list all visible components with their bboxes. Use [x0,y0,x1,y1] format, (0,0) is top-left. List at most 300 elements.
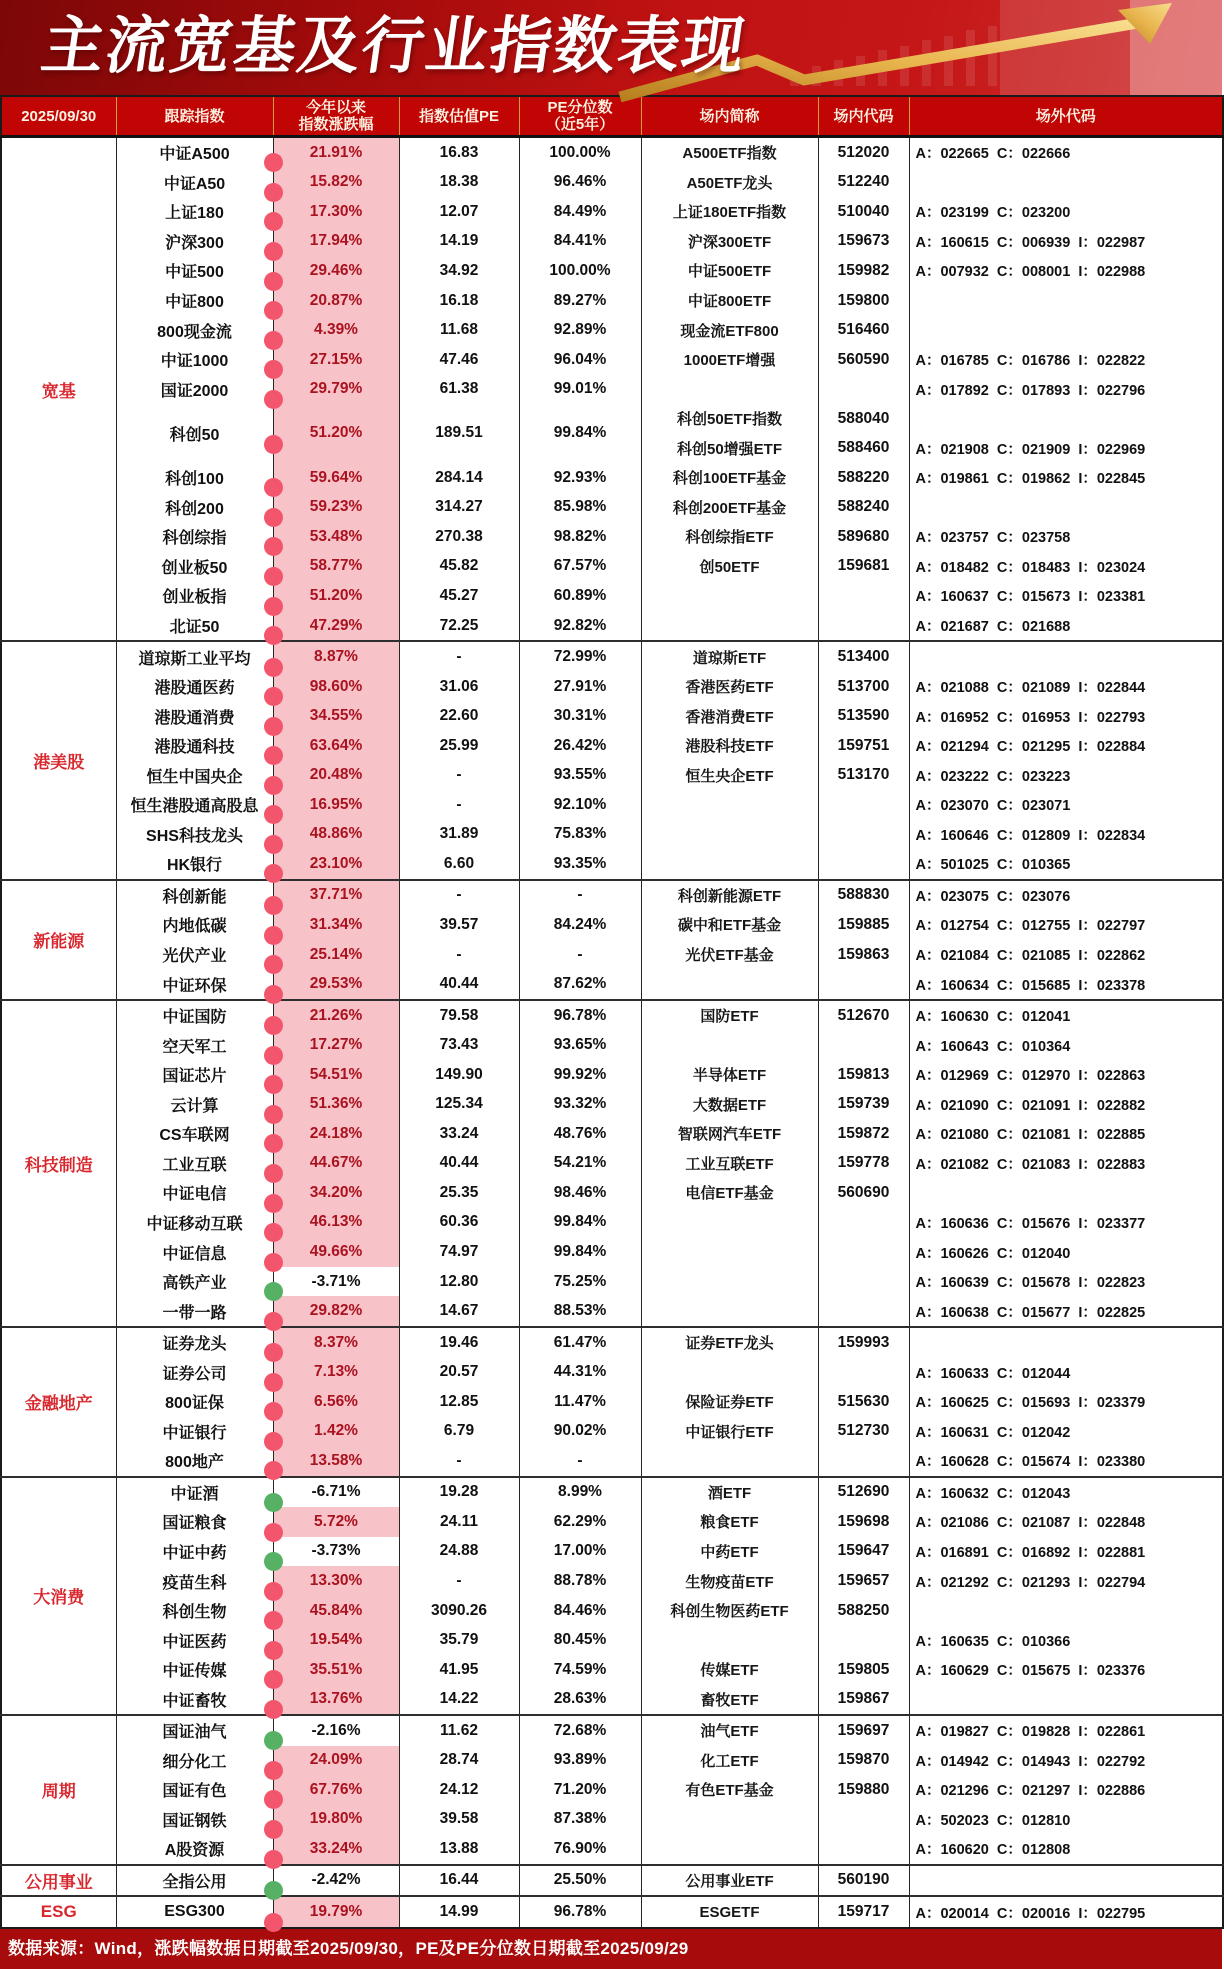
index-name-cell: 空天军工 [116,1030,273,1060]
header-row [1,96,1223,137]
otc-codes-cell: A：021080 C：021081 I：022885 [909,1119,1223,1149]
percentile-cell: 99.84% [519,404,641,463]
red-dot-icon [264,1432,283,1451]
etf-name-cell [641,1296,818,1327]
change-cell: 19.54% [273,1625,399,1655]
etf-name-cell: 大数据ETF [641,1090,818,1120]
otc-codes-cell: A：160637 C：015673 I：023381 [909,581,1223,611]
etf-code-cell: 510040 [818,197,909,227]
red-dot-icon [264,926,283,945]
change-cell: 8.87% [273,641,399,672]
red-dot-icon [264,272,283,291]
etf-name-cell: 科创50增强ETF [641,433,818,463]
percentile-cell: 72.99% [519,641,641,672]
percentile-cell: 93.89% [519,1746,641,1776]
red-dot-icon [264,985,283,1004]
table-row [1,1896,1223,1928]
otc-codes-cell: A：020014 C：020016 I：022795 [909,1896,1223,1928]
index-name-cell: 国证2000 [116,374,273,404]
pe-cell: - [399,641,519,672]
red-dot-icon [264,1913,283,1932]
pe-cell: 270.38 [399,522,519,552]
table-row [1,345,1223,375]
etf-code-cell: 159751 [818,731,909,761]
table-row [1,1060,1223,1090]
index-name-cell: 港股通医药 [116,672,273,702]
index-name-cell: 沪深300 [116,227,273,257]
change-cell: 16.95% [273,790,399,820]
otc-codes-cell [909,1178,1223,1208]
data-source-footer: 数据来源：Wind，涨跌幅数据日期截至2025/09/30，PE及PE分位数日期截至2025/09/29 [0,1929,1222,1969]
otc-codes-cell [909,404,1223,434]
pe-cell: 189.51 [399,404,519,463]
table-row [1,522,1223,552]
pe-cell: 12.85 [399,1387,519,1417]
index-name-cell: A股资源 [116,1834,273,1865]
etf-name-cell [641,1237,818,1267]
percentile-cell: - [519,940,641,970]
index-name-cell: 800地产 [116,1446,273,1477]
etf-name-cell: 工业互联ETF [641,1149,818,1179]
table-row [1,1119,1223,1149]
percentile-cell: 93.35% [519,849,641,880]
group-label: 公用事业 [1,1865,116,1897]
percentile-cell: 48.76% [519,1119,641,1149]
percentile-cell: 8.99% [519,1477,641,1508]
etf-code-cell: 159867 [818,1684,909,1715]
etf-name-cell [641,790,818,820]
otc-codes-cell [909,1684,1223,1715]
title-banner [0,0,1222,95]
pe-cell: 60.36 [399,1208,519,1238]
percentile-cell: 92.10% [519,790,641,820]
etf-name-cell: 现金流ETF800 [641,315,818,345]
red-dot-icon [264,153,283,172]
otc-codes-cell: A：016952 C：016953 I：022793 [909,701,1223,731]
etf-code-cell: 588250 [818,1596,909,1626]
table-header [1,96,1223,137]
percentile-cell: 99.92% [519,1060,641,1090]
change-cell: 53.48% [273,522,399,552]
percentile-cell: 99.01% [519,374,641,404]
etf-name-cell: 智联网汽车ETF [641,1119,818,1149]
red-dot-icon [264,1164,283,1183]
change-cell: -2.42% [273,1865,399,1897]
etf-name-cell: 1000ETF增强 [641,345,818,375]
etf-code-cell: 159872 [818,1119,909,1149]
change-cell: 34.20% [273,1178,399,1208]
change-cell: 6.56% [273,1387,399,1417]
otc-codes-cell: A：160635 C：010366 [909,1625,1223,1655]
index-name-cell: 中证500 [116,256,273,286]
pe-cell: 16.18 [399,286,519,316]
etf-code-cell: 588220 [818,463,909,493]
otc-codes-cell: A：160639 C：015678 I：022823 [909,1267,1223,1297]
otc-codes-cell [909,1865,1223,1897]
table-row [1,1625,1223,1655]
index-name-cell: 中证环保 [116,969,273,1000]
change-cell: 59.64% [273,463,399,493]
change-cell: 17.30% [273,197,399,227]
change-cell: 98.60% [273,672,399,702]
otc-codes-cell: A：012969 C：012970 I：022863 [909,1060,1223,1090]
red-dot-icon [264,717,283,736]
percentile-cell: 93.65% [519,1030,641,1060]
otc-codes-cell: A：021292 C：021293 I：022794 [909,1566,1223,1596]
index-name-cell: 中证酒 [116,1477,273,1508]
etf-code-cell: 159739 [818,1090,909,1120]
red-dot-icon [264,1223,283,1242]
etf-name-cell: 创50ETF [641,552,818,582]
index-table [0,95,1224,1929]
group-label: 港美股 [1,641,116,879]
red-dot-icon [264,1461,283,1480]
pe-cell: 24.12 [399,1775,519,1805]
percentile-cell: 74.59% [519,1655,641,1685]
table-row [1,1178,1223,1208]
percentile-cell: 67.57% [519,552,641,582]
red-dot-icon [264,1582,283,1601]
red-dot-icon [264,805,283,824]
table-row [1,168,1223,198]
col-header-change-line1: 今年以来 [305,99,366,116]
change-cell: 23.10% [273,849,399,880]
etf-code-cell: 588830 [818,880,909,911]
etf-name-cell: 光伏ETF基金 [641,940,818,970]
etf-name-cell: 沪深300ETF [641,227,818,257]
etf-name-cell: 生物疫苗ETF [641,1566,818,1596]
red-dot-icon [264,1402,283,1421]
etf-code-cell: 515630 [818,1387,909,1417]
table-row [1,1327,1223,1358]
pe-cell: 45.82 [399,552,519,582]
otc-codes-cell: A：014942 C：014943 I：022792 [909,1746,1223,1776]
percentile-cell: 92.82% [519,611,641,642]
pe-cell: 79.58 [399,1000,519,1031]
etf-name-cell [641,1446,818,1477]
etf-name-cell: A50ETF龙头 [641,168,818,198]
otc-codes-cell: A：160620 C：012808 [909,1834,1223,1865]
etf-code-cell: 588460 [818,433,909,463]
change-cell: 17.94% [273,227,399,257]
pe-cell: 14.19 [399,227,519,257]
pe-cell: 40.44 [399,1149,519,1179]
etf-code-cell [818,1834,909,1865]
pe-cell: - [399,1446,519,1477]
change-cell: 19.79% [273,1896,399,1928]
etf-code-cell: 560690 [818,1178,909,1208]
etf-code-cell: 159993 [818,1327,909,1358]
col-header-index: 跟踪指数 [116,96,273,137]
etf-code-cell: 159885 [818,910,909,940]
index-name-cell: 光伏产业 [116,940,273,970]
group-label: 大消费 [1,1477,116,1715]
red-dot-icon [264,183,283,202]
otc-codes-cell: A：160638 C：015677 I：022825 [909,1296,1223,1327]
otc-codes-cell: A：021687 C：021688 [909,611,1223,642]
red-dot-icon [264,1343,283,1362]
etf-code-cell: 159982 [818,256,909,286]
red-dot-icon [264,1194,283,1213]
red-dot-icon [264,1611,283,1630]
index-name-cell: 国证有色 [116,1775,273,1805]
change-cell: 7.13% [273,1357,399,1387]
change-cell: 20.87% [273,286,399,316]
etf-code-cell: 588040 [818,404,909,434]
etf-code-cell [818,790,909,820]
change-cell: 29.82% [273,1296,399,1327]
red-dot-icon [264,1016,283,1035]
etf-code-cell: 159778 [818,1149,909,1179]
percentile-cell: 54.21% [519,1149,641,1179]
col-header-percentile-line2: （近5年） [545,116,615,133]
table-row [1,1715,1223,1746]
otc-codes-cell: A：501025 C：010365 [909,849,1223,880]
pe-cell: 39.57 [399,910,519,940]
red-dot-icon [264,360,283,379]
etf-code-cell [818,820,909,850]
pe-cell: 25.35 [399,1178,519,1208]
pe-cell: 11.68 [399,315,519,345]
percentile-cell: 89.27% [519,286,641,316]
change-cell: 24.18% [273,1119,399,1149]
pe-cell: 6.60 [399,849,519,880]
percentile-cell: 92.89% [519,315,641,345]
otc-codes-cell: A：019861 C：019862 I：022845 [909,463,1223,493]
table-row [1,1537,1223,1567]
change-cell: 29.53% [273,969,399,1000]
index-name-cell: 港股通消费 [116,701,273,731]
table-row [1,256,1223,286]
red-dot-icon [264,955,283,974]
otc-codes-cell: A：018482 C：018483 I：023024 [909,552,1223,582]
red-dot-icon [264,478,283,497]
red-dot-icon [264,508,283,527]
percentile-cell: 100.00% [519,137,641,168]
otc-codes-cell: A：021086 C：021087 I：022848 [909,1507,1223,1537]
etf-name-cell [641,1208,818,1238]
etf-name-cell [641,1357,818,1387]
otc-codes-cell [909,641,1223,672]
table-row [1,1596,1223,1626]
table-row [1,404,1223,434]
red-dot-icon [264,835,283,854]
table-row [1,137,1223,168]
pe-cell: 39.58 [399,1805,519,1835]
percentile-cell: 80.45% [519,1625,641,1655]
percentile-cell: 99.84% [519,1208,641,1238]
index-name-cell: 科创100 [116,463,273,493]
table-row [1,731,1223,761]
etf-name-cell: 科创100ETF基金 [641,463,818,493]
etf-code-cell: 159870 [818,1746,909,1776]
index-name-cell: 一带一路 [116,1296,273,1327]
etf-code-cell: 512670 [818,1000,909,1031]
otc-codes-cell: A：017892 C：017893 I：022796 [909,374,1223,404]
percentile-cell: 75.83% [519,820,641,850]
percentile-cell: 87.38% [519,1805,641,1835]
table-row [1,197,1223,227]
etf-name-cell: 有色ETF基金 [641,1775,818,1805]
etf-name-cell: 科创新能源ETF [641,880,818,911]
etf-code-cell: 159673 [818,227,909,257]
table-row [1,672,1223,702]
change-cell: 25.14% [273,940,399,970]
col-header-percentile-line1: PE分位数 [547,99,613,116]
etf-code-cell [818,611,909,642]
pe-cell: 16.83 [399,137,519,168]
percentile-cell: 72.68% [519,1715,641,1746]
green-dot-icon [264,1552,283,1571]
red-dot-icon [264,597,283,616]
otc-codes-cell: A：021090 C：021091 I：022882 [909,1090,1223,1120]
percentile-cell: 30.31% [519,701,641,731]
red-dot-icon [264,746,283,765]
group-label: 科技制造 [1,1000,116,1327]
etf-code-cell [818,1625,909,1655]
index-name-cell: SHS科技龙头 [116,820,273,850]
col-header-percentile [519,96,641,137]
pe-cell: 31.06 [399,672,519,702]
index-name-cell: 工业互联 [116,1149,273,1179]
etf-code-cell: 588240 [818,493,909,523]
etf-name-cell: 中药ETF [641,1537,818,1567]
percentile-cell: 98.82% [519,522,641,552]
table-row [1,1237,1223,1267]
table-row [1,1805,1223,1835]
etf-name-cell: 粮食ETF [641,1507,818,1537]
etf-code-cell: 159647 [818,1537,909,1567]
pe-cell: 47.46 [399,345,519,375]
etf-name-cell: 公用事业ETF [641,1865,818,1897]
percentile-cell: 93.55% [519,760,641,790]
index-name-cell: 中证1000 [116,345,273,375]
percentile-cell: 27.91% [519,672,641,702]
percentile-cell: 25.50% [519,1865,641,1897]
etf-name-cell [641,374,818,404]
pe-cell: - [399,790,519,820]
etf-name-cell: 科创生物医药ETF [641,1596,818,1626]
otc-codes-cell: A：021296 C：021297 I：022886 [909,1775,1223,1805]
table-row [1,701,1223,731]
etf-code-cell [818,1805,909,1835]
table-row [1,1775,1223,1805]
index-name-cell: 国证钢铁 [116,1805,273,1835]
etf-code-cell [818,1446,909,1477]
etf-code-cell [818,1357,909,1387]
index-name-cell: 国证油气 [116,1715,273,1746]
index-name-cell: 疫苗生科 [116,1566,273,1596]
etf-code-cell: 513590 [818,701,909,731]
table-row [1,1000,1223,1031]
red-dot-icon [264,435,283,454]
index-name-cell: 科创综指 [116,522,273,552]
index-name-cell: 科创生物 [116,1596,273,1626]
etf-name-cell [641,969,818,1000]
pe-cell: 19.28 [399,1477,519,1508]
change-cell: 51.20% [273,581,399,611]
green-dot-icon [264,1493,283,1512]
red-dot-icon [264,1700,283,1719]
change-cell: 1.42% [273,1417,399,1447]
change-cell: 17.27% [273,1030,399,1060]
change-cell: 29.46% [273,256,399,286]
percentile-cell: 44.31% [519,1357,641,1387]
percentile-cell: 26.42% [519,731,641,761]
otc-codes-cell: A：022665 C：022666 [909,137,1223,168]
red-dot-icon [264,1075,283,1094]
otc-codes-cell: A：021908 C：021909 I：022969 [909,433,1223,463]
change-cell: 19.80% [273,1805,399,1835]
etf-code-cell [818,581,909,611]
index-name-cell: 中证银行 [116,1417,273,1447]
pe-cell: 74.97 [399,1237,519,1267]
etf-code-cell: 159698 [818,1507,909,1537]
otc-codes-cell: A：023070 C：023071 [909,790,1223,820]
red-dot-icon [264,567,283,586]
etf-code-cell: 516460 [818,315,909,345]
etf-code-cell: 589680 [818,522,909,552]
red-dot-icon [264,1641,283,1660]
red-dot-icon [264,1850,283,1869]
percentile-cell: 84.46% [519,1596,641,1626]
table-row [1,1296,1223,1327]
index-name-cell: 创业板50 [116,552,273,582]
table-row [1,820,1223,850]
otc-codes-cell: A：016891 C：016892 I：022881 [909,1537,1223,1567]
otc-codes-cell [909,1596,1223,1626]
table-row [1,1477,1223,1508]
change-cell: 46.13% [273,1208,399,1238]
table-row [1,1507,1223,1537]
green-dot-icon [264,1731,283,1750]
percentile-cell: 100.00% [519,256,641,286]
index-table-body [1,137,1223,1928]
etf-code-cell [818,1267,909,1297]
index-name-cell: 云计算 [116,1090,273,1120]
change-cell: 24.09% [273,1746,399,1776]
change-cell: -3.73% [273,1537,399,1567]
table-row [1,315,1223,345]
index-name-cell: 港股通科技 [116,731,273,761]
col-header-etf-code: 场内代码 [818,96,909,137]
table-row [1,641,1223,672]
index-name-cell: 高铁产业 [116,1267,273,1297]
etf-name-cell: 香港消费ETF [641,701,818,731]
pe-cell: 14.67 [399,1296,519,1327]
percentile-cell: 88.78% [519,1566,641,1596]
index-name-cell: 恒生港股通高股息 [116,790,273,820]
percentile-cell: 99.84% [519,1237,641,1267]
etf-name-cell: 油气ETF [641,1715,818,1746]
etf-name-cell: 半导体ETF [641,1060,818,1090]
pe-cell: 33.24 [399,1119,519,1149]
percentile-cell: 96.46% [519,168,641,198]
etf-name-cell: 道琼斯ETF [641,641,818,672]
percentile-cell: 93.32% [519,1090,641,1120]
percentile-cell: 28.63% [519,1684,641,1715]
percentile-cell: 76.90% [519,1834,641,1865]
change-cell: 8.37% [273,1327,399,1358]
pe-cell: - [399,760,519,790]
change-cell: 21.91% [273,137,399,168]
table-row [1,1746,1223,1776]
change-cell: 13.76% [273,1684,399,1715]
etf-name-cell: 电信ETF基金 [641,1178,818,1208]
table-row [1,493,1223,523]
change-cell: 44.67% [273,1149,399,1179]
percentile-cell: 71.20% [519,1775,641,1805]
